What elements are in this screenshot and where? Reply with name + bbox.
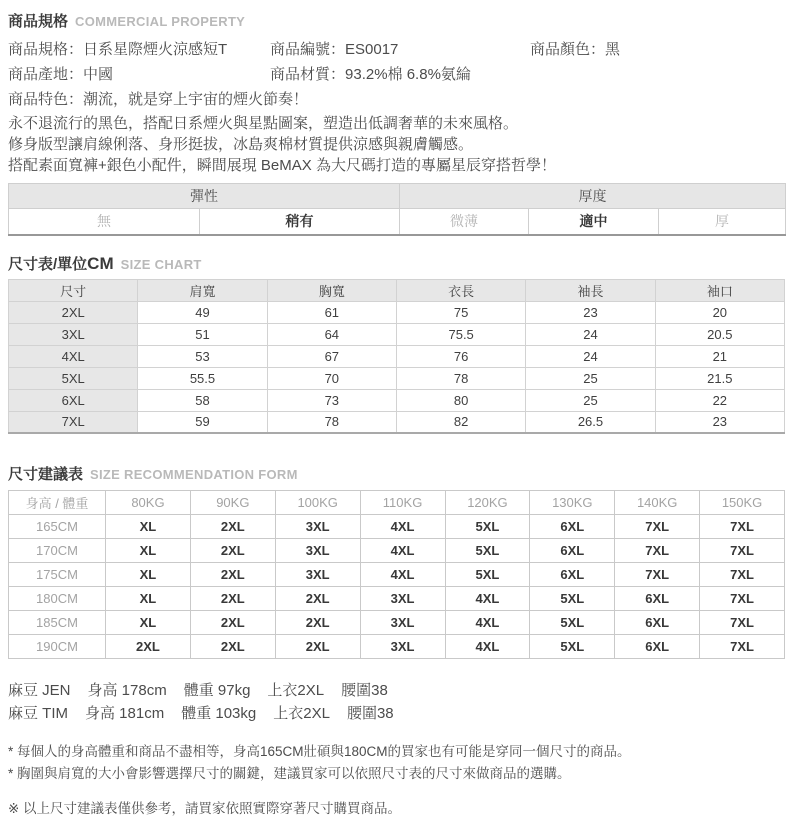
data-cell: 64	[267, 323, 396, 345]
data-cell: 5XL	[445, 515, 530, 539]
data-cell: 6XL	[530, 515, 615, 539]
field-label: 商品材質：	[270, 66, 346, 83]
field-spec	[8, 37, 270, 62]
field-value: 潮流，就是穿上宇宙的煙火節奏！	[83, 91, 309, 108]
data-cell: 55.5	[138, 367, 267, 389]
property-value-row	[9, 209, 786, 235]
field-material	[270, 62, 530, 87]
model-line-tim	[8, 702, 792, 725]
data-cell: 21	[655, 345, 784, 367]
data-cell: 49	[138, 301, 267, 323]
table-row	[9, 389, 785, 411]
field-value: ES0017	[345, 41, 399, 58]
data-cell: 2XL	[190, 515, 275, 539]
row-header: 190CM	[9, 635, 106, 659]
data-cell: 4XL	[360, 515, 445, 539]
data-cell: 80	[396, 389, 525, 411]
field-value: 93.2%棉 6.8%氨綸	[345, 66, 471, 83]
table-row	[9, 515, 785, 539]
model-line-jen	[8, 679, 792, 702]
data-cell: 3XL	[360, 587, 445, 611]
data-cell: 7XL	[700, 563, 785, 587]
thickness-option-thin: 微薄	[400, 209, 529, 235]
description-line: 修身版型讓肩線俐落、身形挺拔，冰島爽棉材質提供涼感與親膚觸感。	[8, 136, 474, 153]
data-cell: 73	[267, 389, 396, 411]
row-header: 175CM	[9, 563, 106, 587]
column-header: 90KG	[190, 491, 275, 515]
column-header: 120KG	[445, 491, 530, 515]
property-header-row	[9, 184, 786, 209]
row-header: 185CM	[9, 611, 106, 635]
data-cell: 3XL	[275, 515, 360, 539]
data-cell: 7XL	[700, 515, 785, 539]
data-cell: 61	[267, 301, 396, 323]
field-item-number	[270, 37, 530, 62]
column-header: 130KG	[530, 491, 615, 515]
column-header: 衣長	[396, 279, 525, 301]
data-cell: XL	[106, 539, 191, 563]
field-value: 中國	[83, 66, 114, 83]
data-cell: 6XL	[615, 587, 700, 611]
data-cell: 24	[526, 345, 655, 367]
data-cell: 2XL	[106, 635, 191, 659]
field-color	[530, 37, 792, 62]
model-info	[8, 679, 792, 725]
data-cell: 5XL	[445, 539, 530, 563]
data-cell: 6XL	[530, 563, 615, 587]
data-cell: 5XL	[445, 563, 530, 587]
note-text: * 胸圍與肩寬的大小會影響選擇尺寸的關鍵，建議買家可以依照尺寸表的尺寸來做商品的選購。	[8, 766, 571, 781]
data-cell: XL	[106, 587, 191, 611]
data-cell: 2XL	[190, 587, 275, 611]
section-subtitle: COMMERCIAL PROPERTY	[75, 14, 246, 29]
column-header: 身高 / 體重	[9, 491, 106, 515]
data-cell: 59	[138, 411, 267, 433]
header-row	[9, 491, 785, 515]
data-cell: 4XL	[360, 539, 445, 563]
data-cell: 7XL	[700, 611, 785, 635]
data-cell: 7XL	[700, 587, 785, 611]
field-feature	[8, 87, 792, 112]
field-label: 商品顏色：	[530, 41, 606, 58]
field-label: 商品編號：	[270, 41, 346, 58]
column-header: 140KG	[615, 491, 700, 515]
note-text: * 每個人的身高體重和商品不盡相等，身高165CM壯碩與180CM的買家也有可能是穿同一個尺寸的商品。	[8, 744, 631, 759]
data-cell: 2XL	[275, 635, 360, 659]
elasticity-option-none: 無	[9, 209, 200, 235]
data-cell: 5XL	[530, 611, 615, 635]
thickness-option-medium-selected: 適中	[529, 209, 659, 235]
data-cell: 22	[655, 389, 784, 411]
data-cell: 3XL	[360, 611, 445, 635]
data-cell: 2XL	[190, 635, 275, 659]
data-cell: 21.5	[655, 367, 784, 389]
product-info	[8, 37, 792, 112]
table-row	[9, 539, 785, 563]
data-cell: 82	[396, 411, 525, 433]
model-waist: 腰圍38	[346, 705, 394, 722]
thickness-header: 厚度	[400, 184, 786, 209]
info-row	[8, 37, 792, 62]
field-value: 日系星際煙火涼感短T	[83, 41, 228, 58]
column-header: 袖長	[526, 279, 655, 301]
data-cell: 5XL	[530, 587, 615, 611]
column-header: 150KG	[700, 491, 785, 515]
data-cell: 75.5	[396, 323, 525, 345]
table-row	[9, 301, 785, 323]
data-cell: 78	[267, 411, 396, 433]
field-label: 商品特色：	[8, 91, 84, 108]
column-header: 尺寸	[9, 279, 138, 301]
field-origin	[8, 62, 270, 87]
data-cell: 4XL	[445, 587, 530, 611]
row-header: 6XL	[9, 389, 138, 411]
header-row	[9, 279, 785, 301]
elasticity-header: 彈性	[9, 184, 400, 209]
field-value: 黑	[605, 41, 621, 58]
data-cell: 4XL	[445, 635, 530, 659]
data-cell: 53	[138, 345, 267, 367]
field-label: 商品產地：	[8, 66, 84, 83]
footnotes	[8, 741, 792, 820]
column-header: 胸寬	[267, 279, 396, 301]
data-cell: XL	[106, 563, 191, 587]
row-header: 7XL	[9, 411, 138, 433]
row-header: 165CM	[9, 515, 106, 539]
column-header: 肩寬	[138, 279, 267, 301]
table-row	[9, 635, 785, 659]
section-title: 商品規格	[8, 13, 69, 30]
data-cell: 6XL	[615, 611, 700, 635]
column-header: 袖口	[655, 279, 784, 301]
recommendation-table	[8, 490, 785, 659]
model-height: 身高 178cm	[87, 682, 167, 699]
data-cell: 26.5	[526, 411, 655, 433]
data-cell: 2XL	[190, 563, 275, 587]
row-header: 4XL	[9, 345, 138, 367]
column-header: 80KG	[106, 491, 191, 515]
section-title: 尺寸建議表	[8, 466, 84, 483]
row-header: 3XL	[9, 323, 138, 345]
data-cell: 4XL	[360, 563, 445, 587]
data-cell: 25	[526, 367, 655, 389]
data-cell: 78	[396, 367, 525, 389]
unit-label: CM	[87, 253, 114, 273]
data-cell: 2XL	[275, 587, 360, 611]
row-header: 2XL	[9, 301, 138, 323]
data-cell: 20	[655, 301, 784, 323]
table-row	[9, 411, 785, 433]
model-top-size: 上衣2XL	[267, 682, 325, 699]
thickness-option-thick: 厚	[659, 209, 786, 235]
model-name: 麻豆 JEN	[8, 682, 71, 699]
data-cell: 5XL	[530, 635, 615, 659]
section-subtitle: SIZE RECOMMENDATION FORM	[90, 467, 298, 482]
model-waist: 腰圍38	[341, 682, 388, 699]
table-row	[9, 323, 785, 345]
recommendation-header	[8, 463, 792, 484]
data-cell: XL	[106, 515, 191, 539]
size-chart-table	[8, 279, 785, 435]
data-cell: 6XL	[615, 635, 700, 659]
data-cell: 76	[396, 345, 525, 367]
data-cell: 70	[267, 367, 396, 389]
data-cell: 20.5	[655, 323, 784, 345]
model-weight: 體重 103kg	[181, 705, 257, 722]
data-cell: 3XL	[275, 563, 360, 587]
product-description	[8, 113, 792, 176]
section-title: 尺寸表/單位	[8, 255, 88, 273]
data-cell: 2XL	[190, 611, 275, 635]
data-cell: 2XL	[275, 611, 360, 635]
table-row	[9, 587, 785, 611]
row-header: 170CM	[9, 539, 106, 563]
section-subtitle: SIZE CHART	[120, 256, 202, 272]
row-header: 5XL	[9, 367, 138, 389]
column-header: 100KG	[275, 491, 360, 515]
data-cell: 4XL	[445, 611, 530, 635]
data-cell: 7XL	[615, 563, 700, 587]
data-cell: 23	[655, 411, 784, 433]
size-chart-header	[8, 253, 792, 274]
field-label: 商品規格：	[8, 41, 84, 58]
table-row	[9, 367, 785, 389]
data-cell: 7XL	[700, 539, 785, 563]
data-cell: 3XL	[360, 635, 445, 659]
data-cell: 75	[396, 301, 525, 323]
data-cell: 58	[138, 389, 267, 411]
note-text: ※ 以上尺寸建議表僅供參考，請買家依照實際穿著尺寸購買商品。	[8, 801, 402, 816]
elasticity-option-slight-selected: 稍有	[200, 209, 400, 235]
model-top-size: 上衣2XL	[273, 705, 330, 722]
data-cell: 2XL	[190, 539, 275, 563]
model-height: 身高 181cm	[85, 705, 165, 722]
model-weight: 體重 97kg	[183, 682, 251, 699]
table-row	[9, 611, 785, 635]
table-row	[9, 563, 785, 587]
description-line: 永不退流行的黑色，搭配日系煙火與星點圖案，塑造出低調奢華的未來風格。	[8, 115, 519, 132]
data-cell: 6XL	[530, 539, 615, 563]
data-cell: 67	[267, 345, 396, 367]
data-cell: 51	[138, 323, 267, 345]
property-table	[8, 183, 786, 236]
data-cell: 7XL	[615, 515, 700, 539]
data-cell: 7XL	[615, 539, 700, 563]
data-cell: 24	[526, 323, 655, 345]
data-cell: 7XL	[700, 635, 785, 659]
product-section-header	[8, 10, 792, 31]
table-row	[9, 345, 785, 367]
info-row	[8, 62, 792, 87]
model-name: 麻豆 TIM	[8, 705, 68, 722]
data-cell: 23	[526, 301, 655, 323]
data-cell: XL	[106, 611, 191, 635]
row-header: 180CM	[9, 587, 106, 611]
data-cell: 25	[526, 389, 655, 411]
data-cell: 3XL	[275, 539, 360, 563]
column-header: 110KG	[360, 491, 445, 515]
description-line: 搭配素面寬褲+銀色小配件，瞬間展現 BeMAX 為大尺碼打造的專屬星辰穿搭哲學！	[8, 157, 556, 174]
